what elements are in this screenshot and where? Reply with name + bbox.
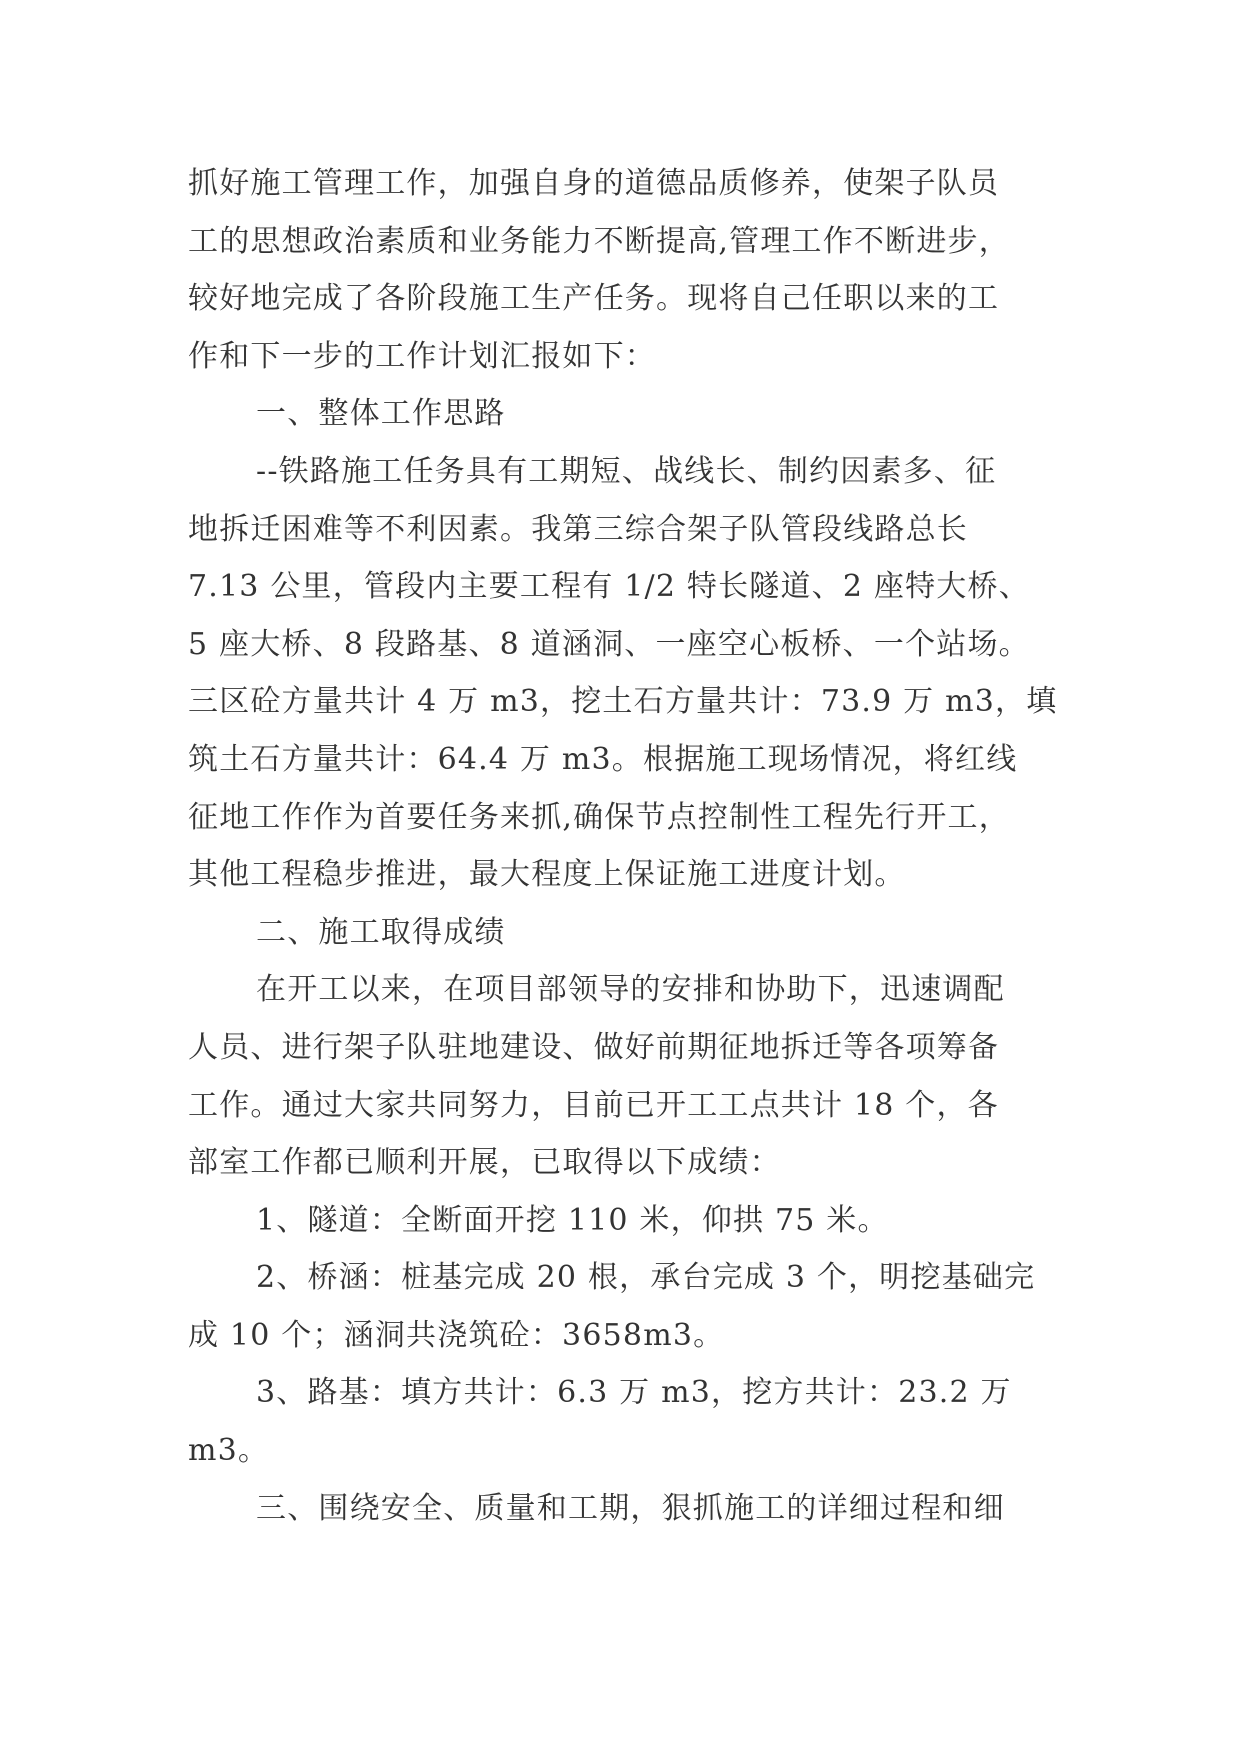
body-line: 5 座大桥、8 段路基、8 道涵洞、一座空心板桥、一个站场。 [188, 626, 1030, 662]
body-line: 作和下一步的工作计划汇报如下： [188, 338, 656, 374]
body-line: 三区砼方量共计 4 万 m3，挖土石方量共计：73.9 万 m3，填 [188, 684, 1058, 720]
list-item: 2、桥涵：桩基完成 20 根，承台完成 3 个，明挖基础完 [256, 1260, 1036, 1296]
body-line: 工的思想政治素质和业务能力不断提高,管理工作不断进步， [188, 223, 1010, 259]
body-line: 其他工程稳步推进，最大程度上保证施工进度计划。 [188, 857, 906, 893]
body-line: 部室工作都已顺利开展，已取得以下成绩： [188, 1145, 781, 1181]
body-line: m3。 [188, 1433, 270, 1469]
body-line: 较好地完成了各阶段施工生产任务。现将自己任职以来的工 [188, 281, 1000, 317]
document-body [188, 155, 1088, 1537]
body-line: 地拆迁困难等不利因素。我第三综合架子队管段线路总长 [188, 511, 968, 547]
list-item: 3、路基：填方共计：6.3 万 m3，挖方共计：23.2 万 [256, 1375, 1012, 1411]
body-line: 成 10 个；涵洞共浇筑砼：3658m3。 [188, 1317, 725, 1353]
body-line: 筑土石方量共计：64.4 万 m3。根据施工现场情况，将红线 [188, 741, 1018, 777]
body-line: 抓好施工管理工作，加强自身的道德品质修养，使架子队员 [188, 166, 1000, 201]
section-heading: 一、整体工作思路 [256, 396, 506, 432]
body-line: 7.13 公里，管段内主要工程有 1/2 特长隧道、2 座特大桥、 [188, 569, 1030, 605]
body-line: 工作。通过大家共同努力，目前已开工工点共计 18 个，各 [188, 1087, 999, 1123]
list-item: 1、隧道：全断面开挖 110 米，仰拱 75 米。 [256, 1202, 889, 1238]
section-heading: 二、施工取得成绩 [256, 914, 506, 950]
body-line: 征地工作作为首要任务来抓,确保节点控制性工程先行开工， [188, 799, 1010, 835]
paragraph-first-line: --铁路施工任务具有工期短、战线长、制约因素多、征 [256, 453, 997, 489]
paragraph-first-line: 在开工以来，在项目部领导的安排和协助下，迅速调配 [256, 972, 1005, 1008]
body-line: 人员、进行架子队驻地建设、做好前期征地拆迁等各项筹备 [188, 1029, 1000, 1065]
section-heading: 三、围绕安全、质量和工期，狠抓施工的详细过程和细 [256, 1490, 1005, 1526]
